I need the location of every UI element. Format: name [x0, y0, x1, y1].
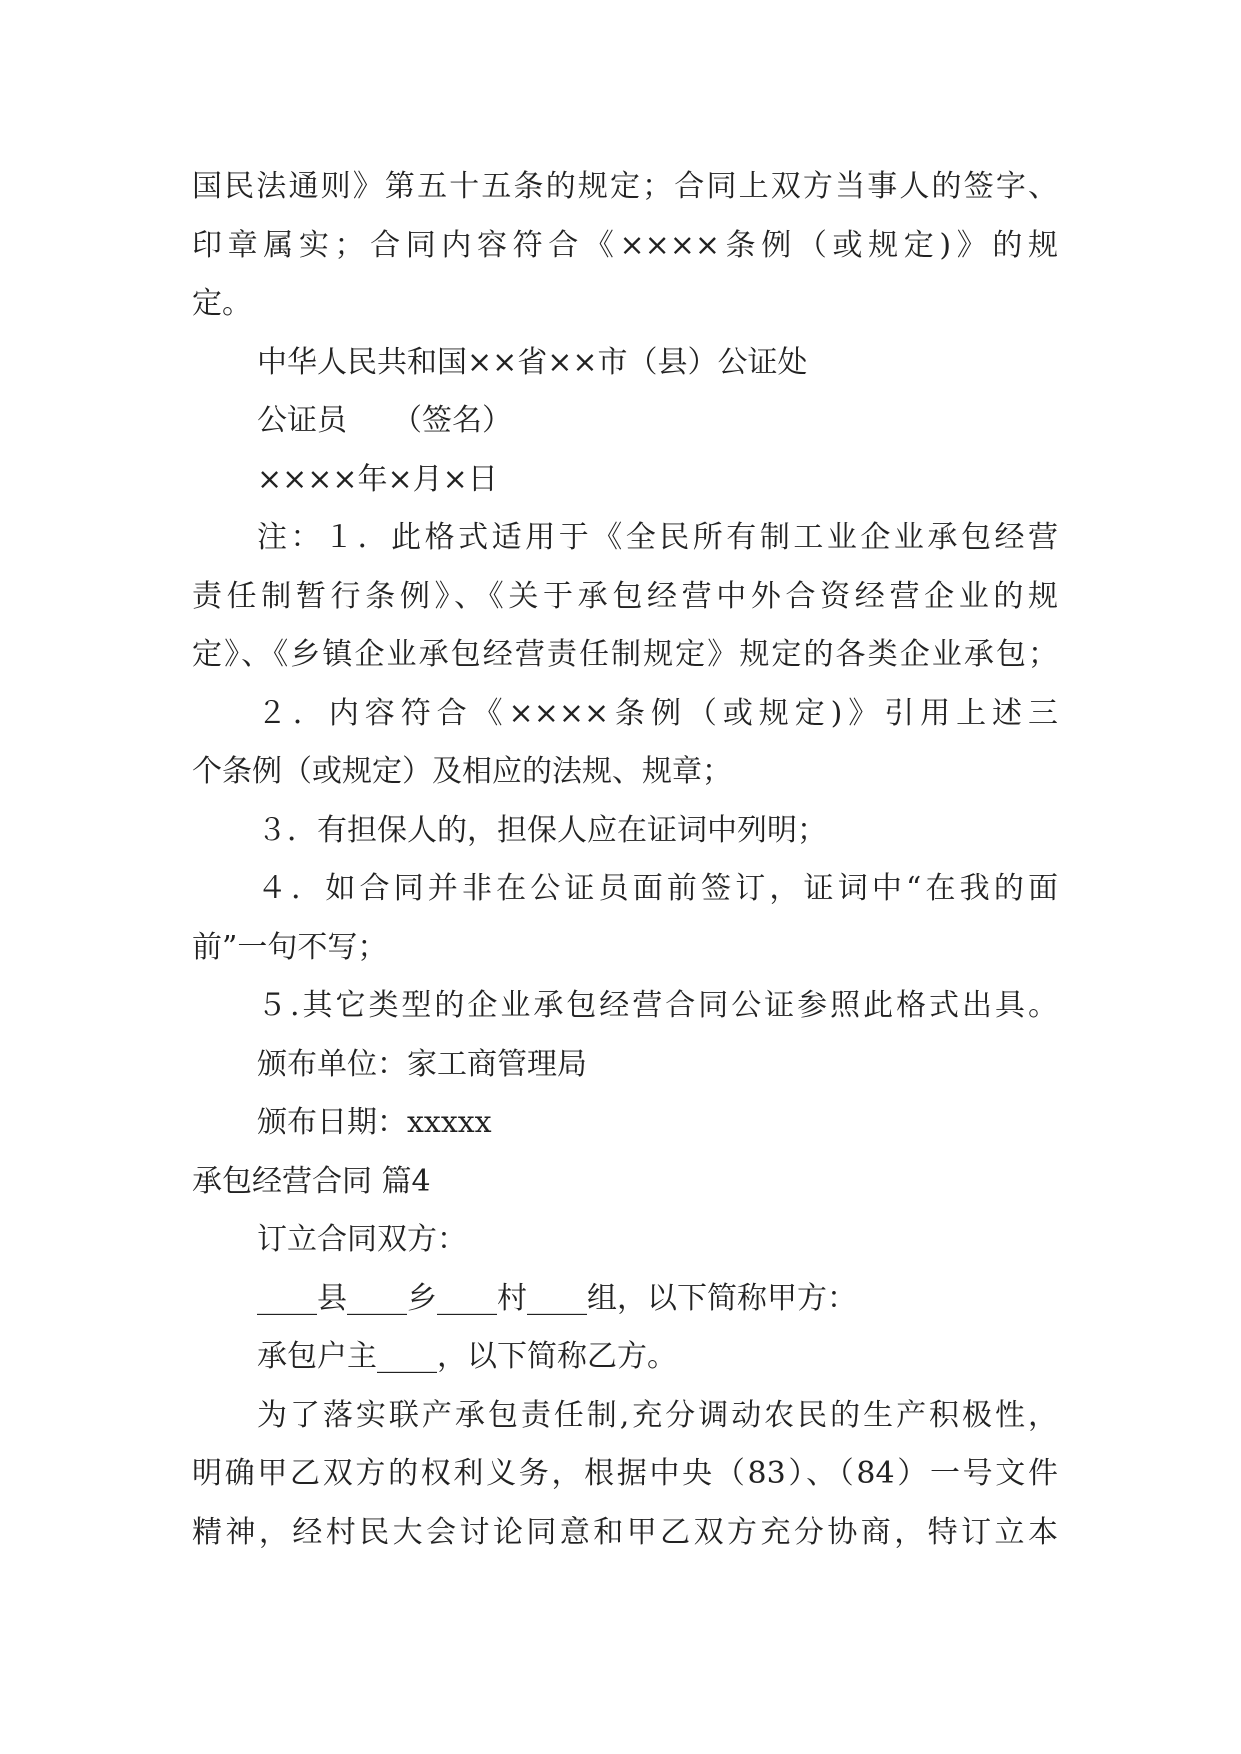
- note-line: 前”一句不写；: [192, 929, 388, 965]
- note-line: ２．内容符合《××××条例（或规定)》引用上述三: [257, 695, 1058, 731]
- note-line: 个条例（或规定）及相应的法规、规章；: [192, 754, 732, 789]
- text-line: 精神，经村民大会讨论同意和甲乙双方充分协商，特订立本: [192, 1514, 1058, 1550]
- notary-office-line: 中华人民共和国××省××市（县）公证处: [257, 344, 808, 380]
- text-line: 订立合同双方：: [257, 1222, 467, 1257]
- notary-signature-line: 公证员 （签名）: [257, 403, 512, 438]
- issue-date-line: 颁布日期：xxxxx: [257, 1105, 492, 1140]
- text-line: 定。: [192, 286, 252, 321]
- party-a-line: ____县____乡____村____组，以下简称甲方：: [257, 1280, 857, 1316]
- date-line: ××××年×月×日: [257, 461, 498, 497]
- document-body: [192, 158, 1058, 1562]
- note-line: ４．如合同并非在公证员面前签订，证词中“在我的面: [257, 871, 1058, 906]
- note-line: ５.其它类型的企业承包经营合同公证参照此格式出具。: [257, 988, 1058, 1023]
- issuer-line: 颁布单位：家工商管理局: [257, 1046, 587, 1082]
- text-line: 为了落实联产承包责任制,充分调动农民的生产积极性，: [257, 1397, 1058, 1433]
- section-heading: 承包经营合同 篇4: [192, 1163, 431, 1199]
- text-line: 印章属实；合同内容符合《××××条例（或规定)》的规: [192, 227, 1058, 263]
- note-line: 定》、《乡镇企业承包经营责任制规定》规定的各类企业承包；: [192, 637, 1058, 672]
- text-line: 国民法通则》第五十五条的规定；合同上双方当事人的签字、: [192, 169, 1058, 204]
- party-b-line: 承包户主____，以下简称乙方。: [257, 1339, 677, 1374]
- note-line: ３．有担保人的，担保人应在证词中列明；: [257, 812, 827, 848]
- text-line: 明确甲乙双方的权利义务，根据中央（83）、（84）一号文件: [192, 1456, 1058, 1491]
- note-line: 注：１．此格式适用于《全民所有制工业企业承包经营: [257, 520, 1058, 555]
- note-line: 责任制暂行条例》、《关于承包经营中外合资经营企业的规: [192, 578, 1058, 614]
